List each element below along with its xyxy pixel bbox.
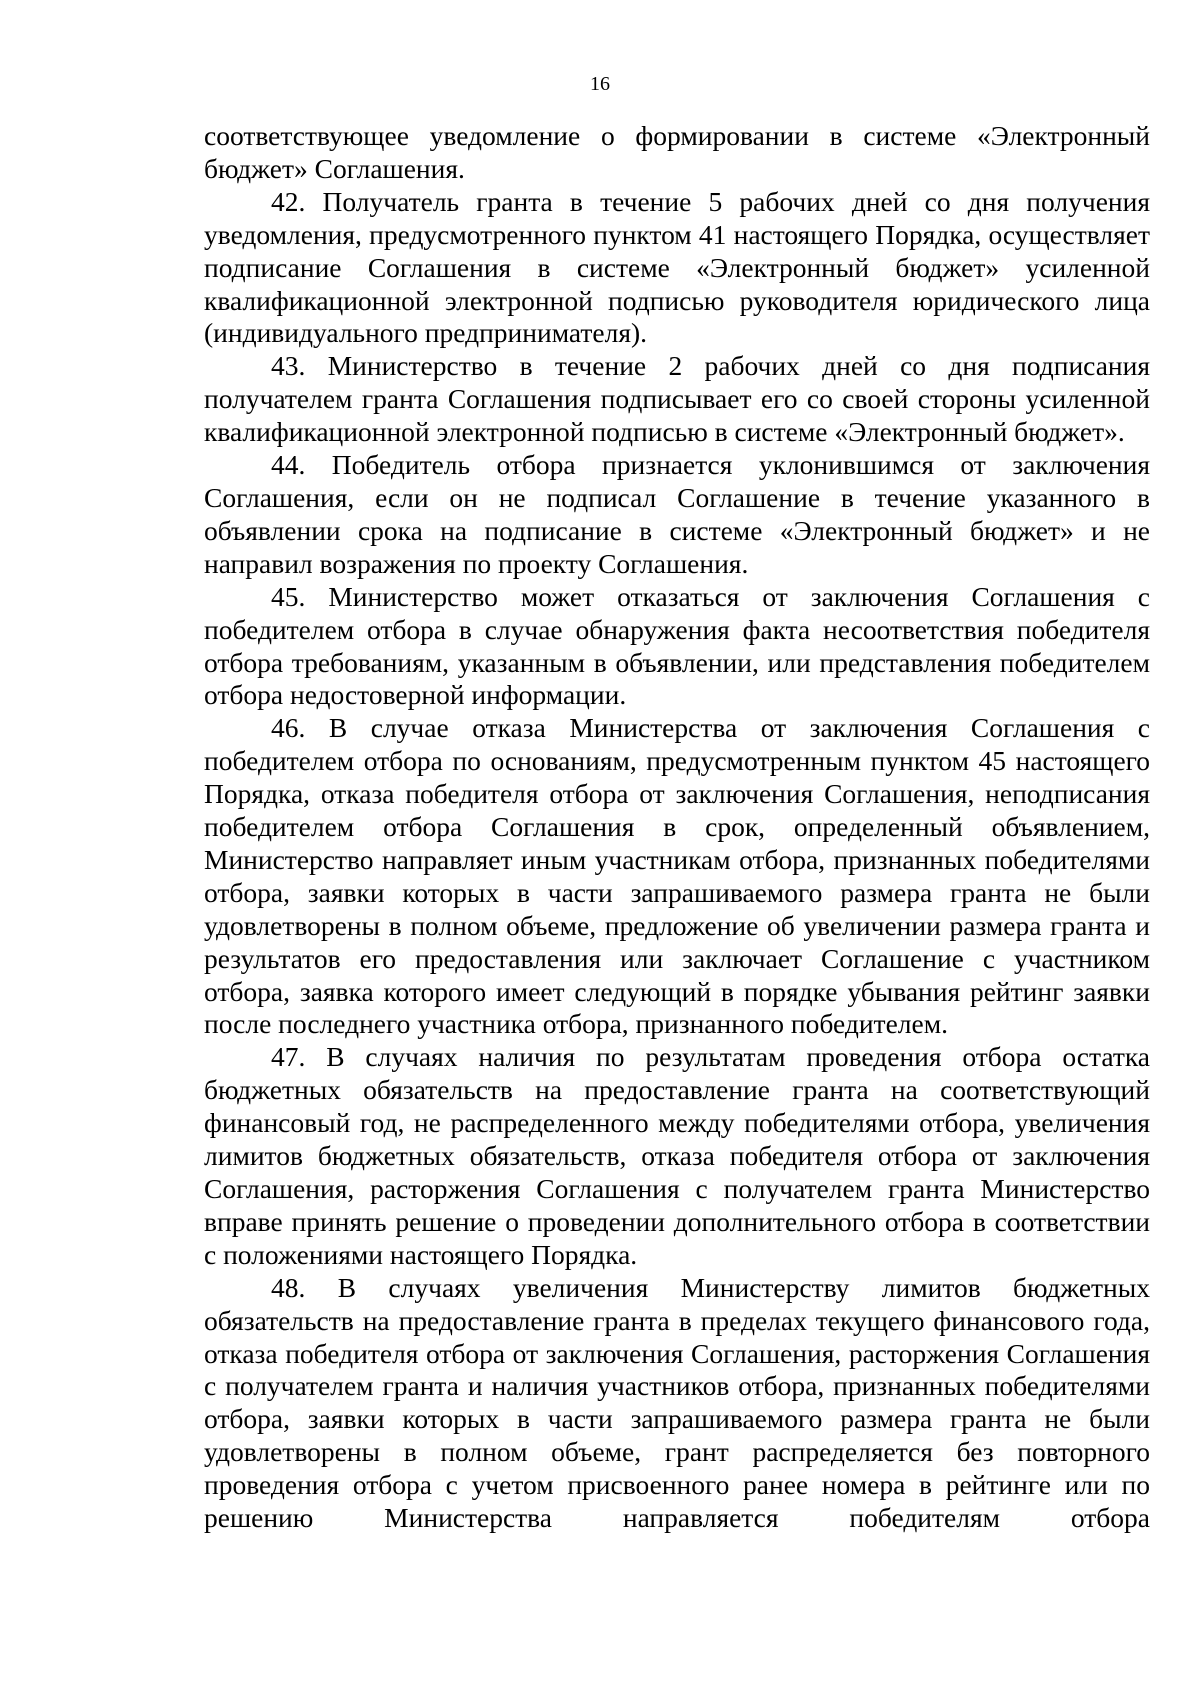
paragraph-42: 42. Получатель гранта в течение 5 рабочих дней со дня получения уведомления, предусмотренного пунктом 41 настоящего Порядка, осуществляет подписание Соглашения в системе «Электронный бюджет» усиленной квалификационной электронной подписью руководителя юридического лица (индивидуального предпринимателя). <box>204 185 1150 349</box>
paragraph-48: 48. В случаях увеличения Министерству лимитов бюджетных обязательств на предоставление гранта в пределах текущего финансового года, отказа победителя отбора от заключения Соглашения, расторжения Соглашения с получателем гранта и наличия участников отбора, признанных победителями отбора, заявки которых в части запрашиваемого размера гранта не были удовлетворены в полном объеме, грант распределяется без повторного проведения отбора с учетом присвоенного ранее номера в рейтинге или по решению Министерства направляется победителям отбора <box>204 1271 1150 1534</box>
paragraph-continuation: соответствующее уведомление о формировании в системе «Электронный бюджет» Соглашения. <box>204 120 1150 184</box>
paragraph-45: 45. Министерство может отказаться от заключения Соглашения с победителем отбора в случае обнаружения факта несоответствия победителя отбора требованиям, указанным в объявлении, или представления победителем отбора недостоверной информации. <box>204 580 1150 711</box>
paragraph-47: 47. В случаях наличия по результатам проведения отбора остатка бюджетных обязательств на предоставление гранта на соответствующий финансовый год, не распределенного между победителями отбора, увеличения лимитов бюджетных обязательств, отказа победителя отбора от заключения Соглашения, расторжения Соглашения с получателем гранта Министерство вправе принять решение о проведении дополнительного отбора в соответствии с положениями настоящего Порядка. <box>204 1041 1150 1270</box>
page-number: 16 <box>590 73 610 95</box>
paragraph-46: 46. В случае отказа Министерства от заключения Соглашения с победителем отбора по основаниям, предусмотренным пунктом 45 настоящего Порядка, отказа победителя отбора от заключения Соглашения, неподписания победителем отбора Соглашения в срок, определенный объявлением, Министерство направляет иным участникам отбора, признанных победителями отбора, заявки которых в части запрашиваемого размера гранта не были удовлетворены в полном объеме, предложение об увеличении размера гранта и результатов его предоставления или заключает Соглашение с участником отбора, заявка которого имеет следующий в порядке убывания рейтинг заявки после последнего участника отбора, признанного победителем. <box>204 712 1150 1040</box>
paragraph-44: 44. Победитель отбора признается уклонившимся от заключения Соглашения, если он не подписал Соглашение в течение указанного в объявлении срока на подписание в системе «Электронный бюджет» и не направил возражения по проекту Соглашения. <box>204 449 1150 579</box>
paragraph-43: 43. Министерство в течение 2 рабочих дней со дня подписания получателем гранта Соглашения подписывает его со своей стороны усиленной квалификационной электронной подписью в системе «Электронный бюджет». <box>204 350 1150 448</box>
document-body <box>204 120 1150 1535</box>
